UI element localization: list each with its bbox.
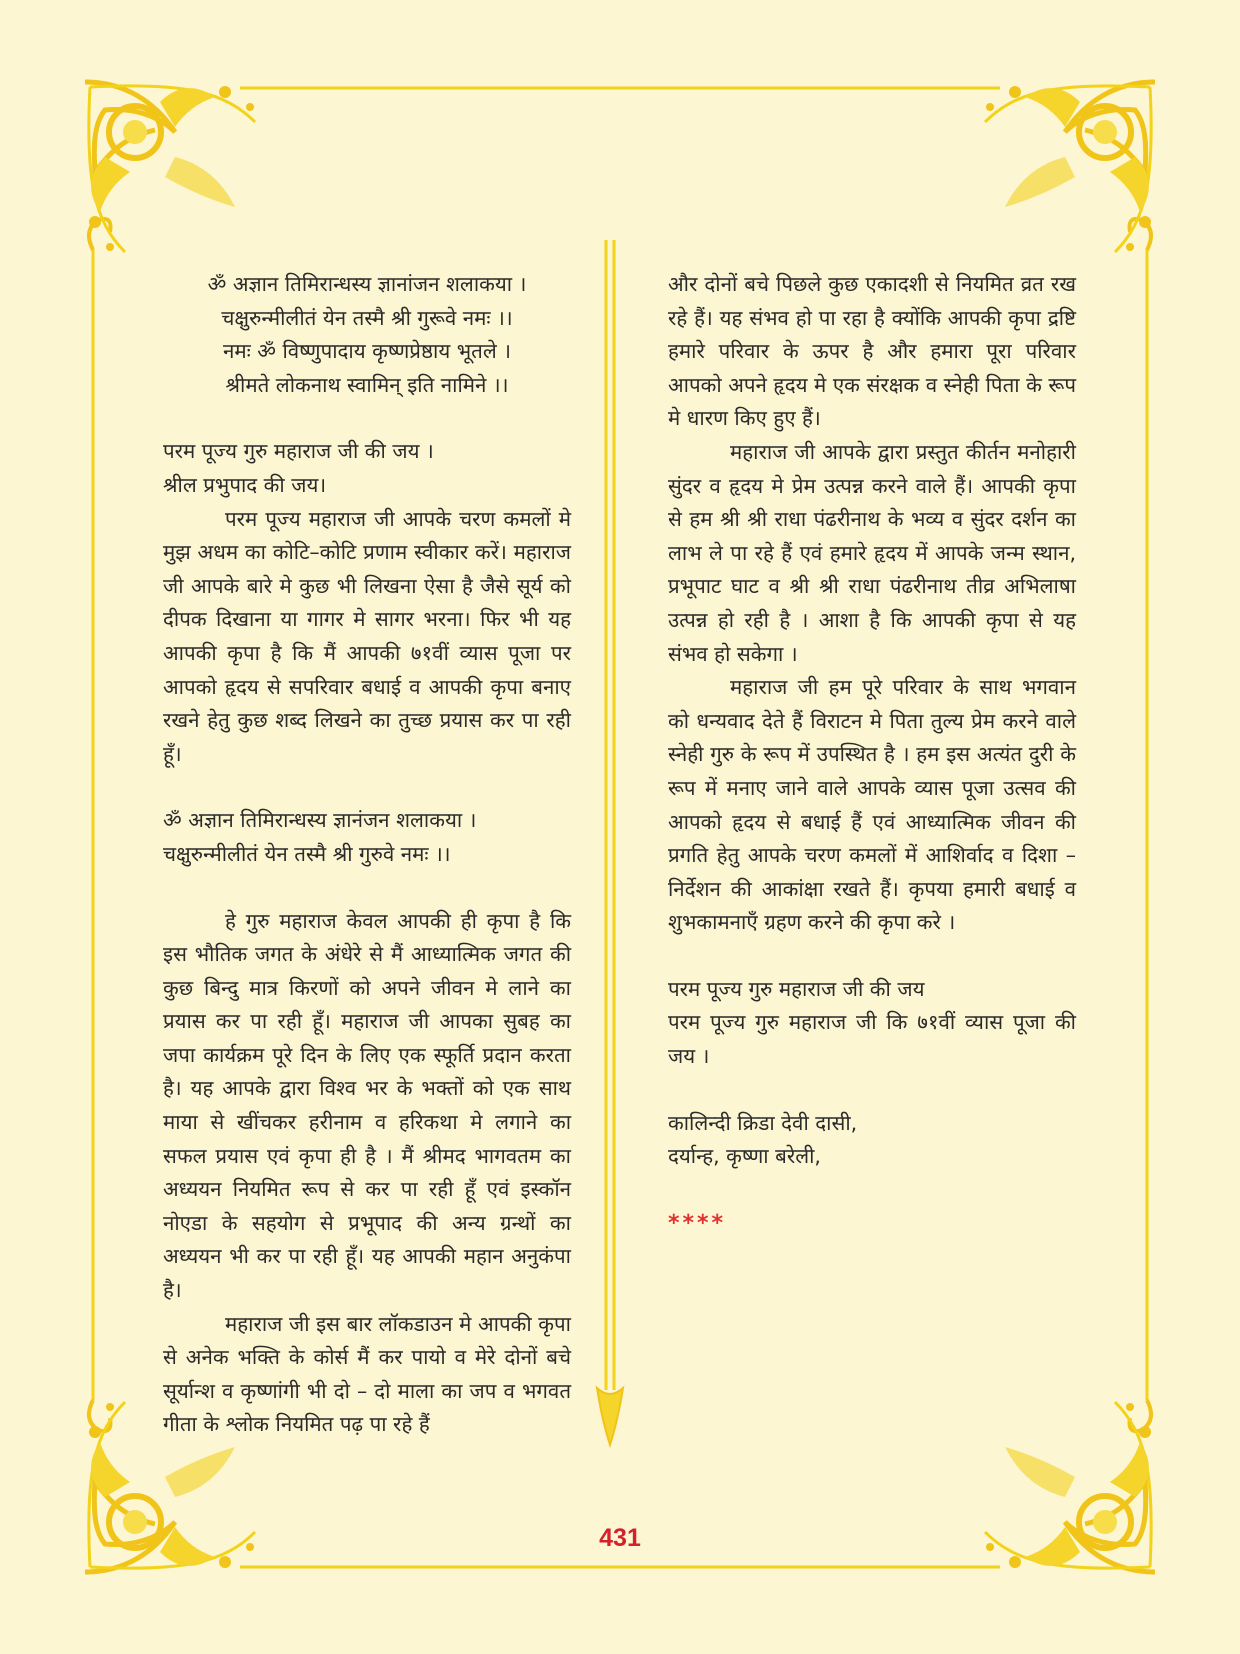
closing-line: परम पूज्य गुरु महाराज जी कि ७१वीं व्यास पूजा की जय । <box>668 1010 1076 1069</box>
separator-stars: **** <box>668 1210 727 1236</box>
right-column <box>668 268 1076 1240</box>
greeting-line: परम पूज्य गुरु महाराज जी की जय । <box>163 439 434 464</box>
paragraph: हे गुरु महाराज केवल आपकी ही कृपा है कि इस भौतिक जगत के अंधेरे से मैं आध्यात्मिक जगत की कुछ बिन्दु मात्र किरणों को अपने जीवन मे लाने का प्रयास कर पा रही हूँ। महाराज जी आपका सुबह का जपा कार्यक्रम पूरे दिन के लिए एक स्फूर्ति प्रदान करता है। यह आपके द्वारा विश्व भर के भक्तों को एक साथ माया से खींचकर हरीनाम व हरिकथा मे लगाने का सफल प्रयास एवं कृपा ही है । मैं श्रीमद भागवतम का अध्ययन नियमित रूप से कर पा रही हूँ एवं इस्कॉन नोएडा के सहयोग से प्रभूपाद की अन्य ग्रन्थों का अध्ययन भी कर पा रही हूँ। यह आपकी महान अनुकंपा है। <box>163 908 571 1303</box>
signature-line: कालिन्दी क्रिडा देवी दासी, <box>668 1110 858 1135</box>
paragraph: परम पूज्य महाराज जी आपके चरण कमलों मे मुझ अधम का कोटि–कोटि प्रणाम स्वीकार करें। महाराज जी आपके बारे मे कुछ भी लिखना ऐसा है जैसे सूर्य को दीपक दिखाना या गागर मे सागर भरना। फिर भी यह आपकी कृपा है कि मैं आपकी ७१वीं व्यास पूजा पर आपको हृदय से सपरिवार बधाई व आपकी कृपा बनाए रखने हेतु कुछ शब्द लिखने का तुच्छ प्रयास कर पा रही हूँ। <box>163 506 571 766</box>
signature-line: दर्यान्ह, कृष्णा बरेली, <box>668 1144 821 1169</box>
paragraph: महाराज जी इस बार लॉकडाउन मे आपकी कृपा से अनेक भक्ति के कोर्स मैं कर पायो व मेरे दोनों बचे सूर्यान्श व कृष्णांगी भी दो – दो माला का जप व भगवत गीता के श्लोक नियमित पढ़ पा रहे हैं <box>163 1311 571 1437</box>
shloka-line: ॐ अज्ञान तिमिरान्धस्य ज्ञानांजन शलाकया । <box>207 272 527 296</box>
paragraph: और दोनों बचे पिछले कुछ एकादशी से नियमित व्रत रख रहे हैं। यह संभव हो पा रहा है क्योंकि आपकी कृपा द्रष्टि हमारे परिवार के ऊपर है और हमारा पूरा परिवार आपको अपने हृदय मे एक संरक्षक व स्नेही पिता के रूप मे धारण किए हुए हैं। <box>668 272 1076 431</box>
shloka-line: चक्षुरुन्मीलीतं येन तस्मै श्री गुरुवे नमः ।। <box>163 841 451 866</box>
shloka-line: नमः ॐ विष्णुपादाय कृष्णप्रेष्ठाय भूतले । <box>222 339 512 364</box>
shloka-line: चक्षुरुन्मीलीतं येन तस्मै श्री गुरूवे नमः ।। <box>221 305 513 330</box>
greeting-line: श्रील प्रभुपाद की जय। <box>163 472 327 497</box>
paragraph: महाराज जी हम पूरे परिवार के साथ भगवान को धन्यवाद देते हैं विराटन मे पिता तुल्य प्रेम करने वाले स्नेही गुरु के रूप में उपस्थित है । हम इस अत्यंत दुरी के रूप में मनाए जाने वाले आपके व्यास पूजा उत्सव की आपको हृदय से बधाई हैं एवं आध्यात्मिक जीवन की प्रगति हेतु आपके चरण कमलों में आशिर्वाद व दिशा – निर्देशन की आकांक्षा रखते हैं। कृपया हमारी बधाई व शुभकामनाएँ ग्रहण करने की कृपा करे । <box>668 675 1076 935</box>
closing-line: परम पूज्य गुरु महाराज जी की जय <box>668 976 925 1001</box>
page-number: 431 <box>599 1524 641 1552</box>
left-column <box>163 268 571 1442</box>
shloka-line: श्रीमते लोकनाथ स्वामिन् इति नामिने ।। <box>225 372 509 397</box>
paragraph: महाराज जी आपके द्वारा प्रस्तुत कीर्तन मनोहारी सुंदर व हृदय मे प्रेम उत्पन्न करने वाले हैं। आपकी कृपा से हम श्री श्री राधा पंढरीनाथ के भव्य व सुंदर दर्शन का लाभ ले पा रहे हैं एवं हमारे हृदय में आपके जन्म स्थान, प्रभूपाट घाट व श्री श्री राधा पंढरीनाथ तीव्र अभिलाषा उत्पन्न हो रही है । आशा है कि आपकी कृपा से यह संभव हो सकेगा । <box>668 439 1076 666</box>
shloka-line: ॐ अज्ञान तिमिरान्धस्य ज्ञानंजन शलाकया । <box>163 808 477 833</box>
